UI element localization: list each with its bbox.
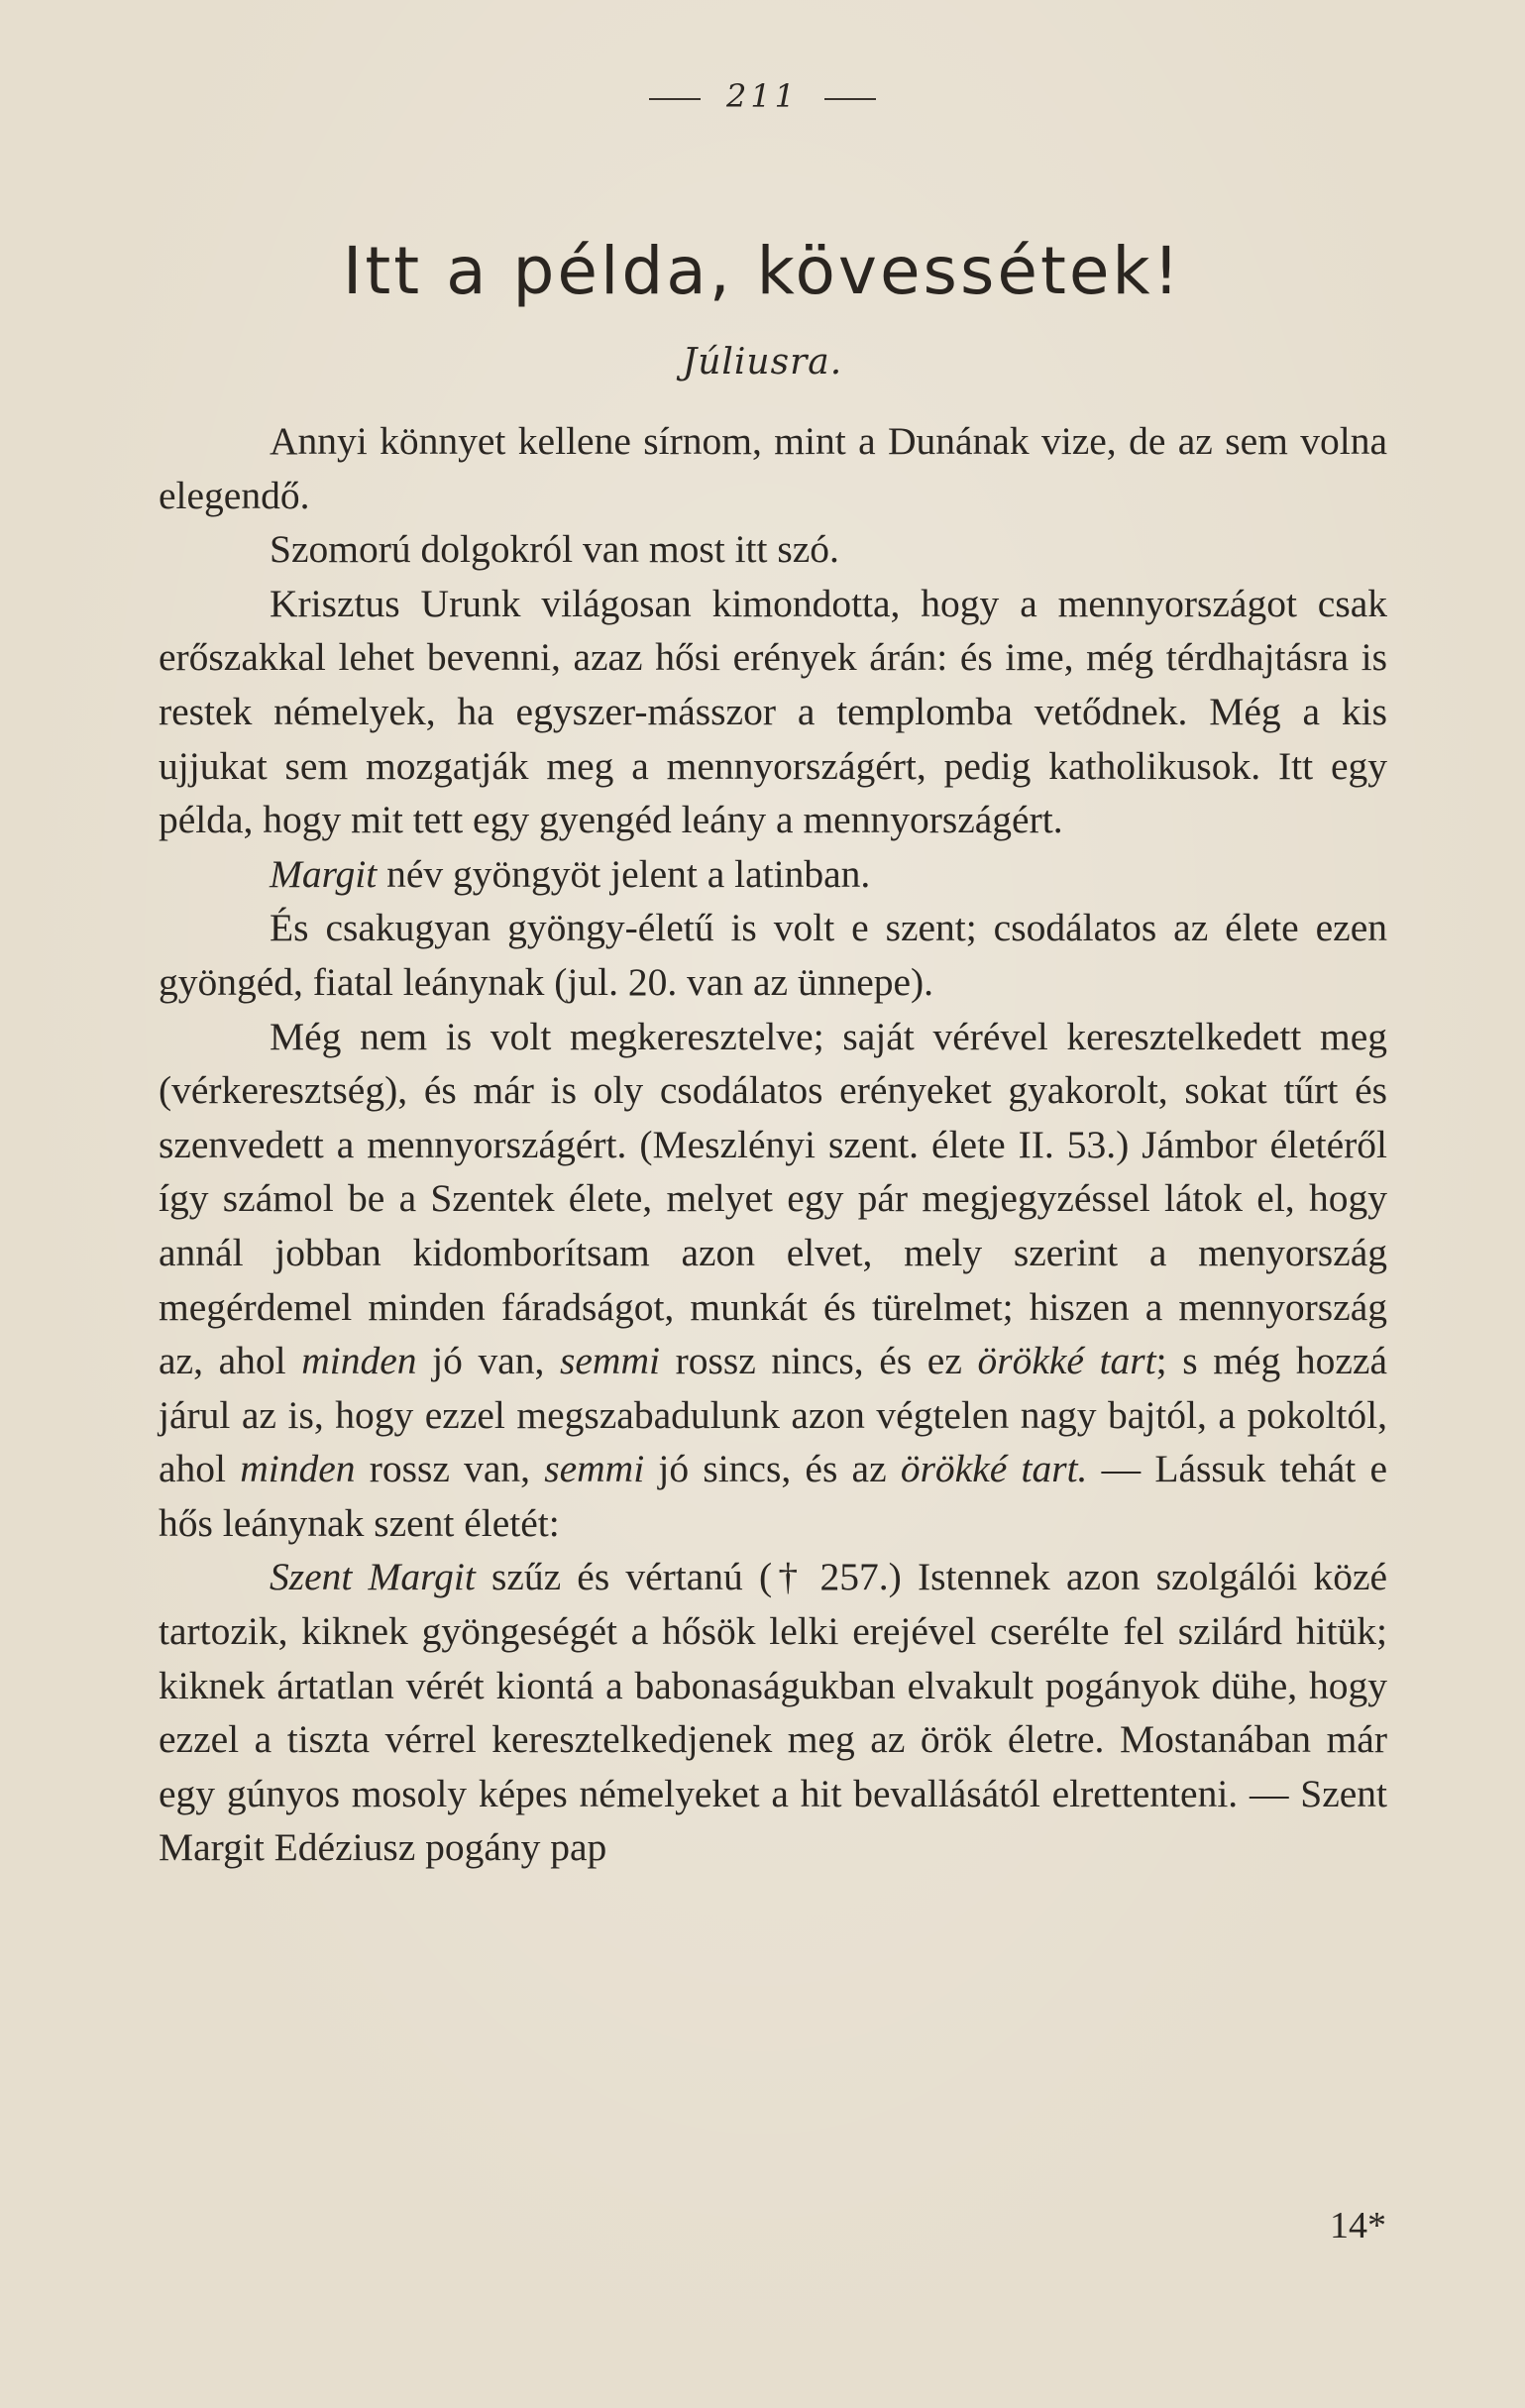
paragraph-5: És csakugyan gyöngy-életű is volt e szent; csodálatos az élete ezen gyöngéd, fiatal leánynak (jul. 20. van az ünnepe).	[159, 906, 1387, 1004]
emphasis-text: semmi	[544, 1447, 645, 1491]
emphasis-text: semmi	[560, 1339, 660, 1383]
signature-mark: 14*	[1330, 2205, 1386, 2246]
text-run: rossz nincs, és ez	[659, 1339, 978, 1383]
text-run: ; s még hozzá járul az is, hogy ezzel megszabadulunk azon végtelen nagy bajtól, a pokoltól, ahol	[159, 1339, 1387, 1491]
italic-name: Margit	[270, 851, 378, 896]
page-number: 211	[725, 77, 800, 115]
page-header	[0, 77, 1525, 115]
paragraph-3: Krisztus Urunk világosan kimondotta, hogy a mennyországot csak erőszakkal lehet bevenni, azaz hősi erények árán: és ime, még térdhajtásra is restek némelyek, ha egyszer-másszor a templomba vetődnek. Még a kis ujjukat sem mozgatják meg a mennyországért, pedig katholikusok. Itt egy példa, hogy mit tett egy gyengéd leány a mennyországért.	[159, 581, 1387, 842]
emphasis-text: minden	[240, 1447, 356, 1491]
text-run: jó van,	[416, 1339, 561, 1383]
header-dash-right	[824, 98, 876, 100]
paragraph-4-text: név gyöngyöt jelent a latinban.	[377, 851, 871, 896]
paragraph-7	[159, 1550, 1387, 1875]
emphasis-text: minden	[301, 1339, 417, 1383]
emphasis-text: örökké tart.	[900, 1447, 1088, 1491]
emphasis-text: örökké tart	[977, 1339, 1156, 1383]
paragraph-6	[159, 1010, 1387, 1551]
chapter-title: Itt a példa, kövessétek!	[342, 233, 1183, 309]
text-run: rossz van,	[355, 1447, 545, 1491]
paragraph-4	[159, 847, 1387, 902]
text-run: jó sincs, és az	[644, 1447, 901, 1491]
emphasis-text: Szent Margit	[270, 1555, 476, 1599]
paragraph-1: Annyi könnyet kellene sírnom, mint a Dunának vize, de az sem volna elegendő.	[159, 419, 1387, 517]
chapter-subtitle: Júliusra.	[682, 342, 843, 383]
header-dash-left	[649, 98, 701, 100]
body-text	[159, 414, 1387, 1875]
text-run: Még nem is volt megkeresztelve; saját vérével keresztelkedett meg (vérkeresztség), és már is oly csodálatos erényeket gyakorolt, sokat tűrt és szenvedett a mennyországért. (Meszlényi szent. élete II. 53.) Jámbor életéről így számol be a Szentek élete, melyet egy pár megjegyzéssel látok el, hogy annál jobban kidomborítsam azon elvet, mely szerint a menyország megérdemel minden fáradságot, munkát és türelmet; hiszen a mennyország az, ahol	[159, 1014, 1387, 1383]
text-run: — Lássuk tehát e hős leánynak szent életét:	[159, 1447, 1387, 1545]
text-run: szűz és vértanú († 257.) Istennek azon szolgálói közé tartozik, kiknek gyöngeségét a hősök lelki erejével cserélte fel szilárd hitük; kiknek ártatlan vérét kiontá a babonaságukban elvakult pogányok dühe, hogy ezzel a tiszta vérrel keresztelkedjenek meg az örök életre. Mostanában már egy gúnyos mosoly képes némelyeket a hit bevallásától elrettenteni. — Szent Margit Edéziusz pogány pap	[159, 1555, 1388, 1870]
paragraph-2: Szomorú dolgokról van most itt szó.	[270, 527, 839, 572]
